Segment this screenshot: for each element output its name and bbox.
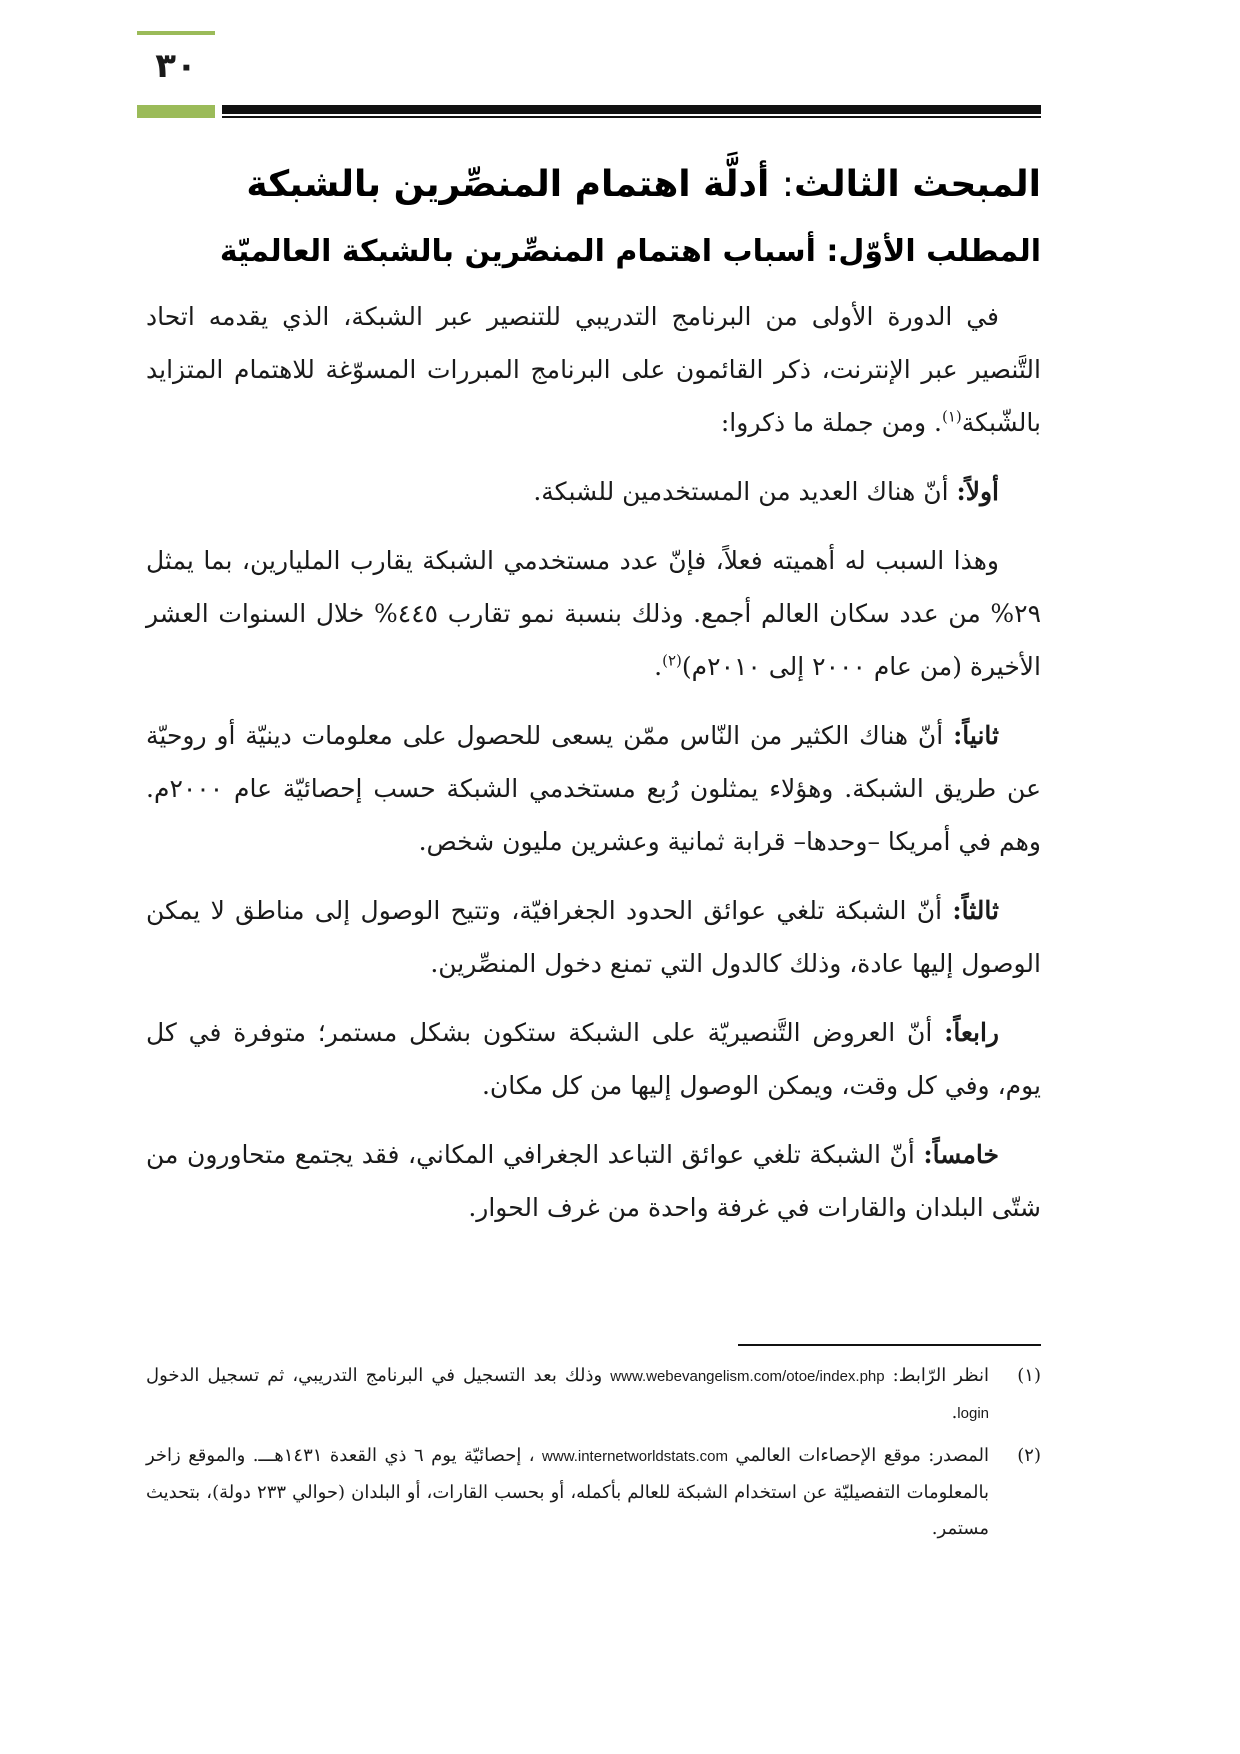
header-rule-thin	[222, 116, 1041, 118]
header-rule	[222, 105, 1041, 114]
footnote-1-number: (١)	[1017, 1365, 1041, 1386]
page-number-accent-block	[137, 105, 215, 118]
footnote-1-link[interactable]: www.webevangelism.com/otoe/index.php	[610, 1368, 885, 1385]
point-fourth	[146, 1006, 1041, 1112]
footnote-1	[146, 1358, 1041, 1432]
page-number-top-rule	[137, 31, 215, 35]
point-first	[146, 465, 1041, 518]
subsection-heading: المطلب الأوّل: أسباب اهتمام المنصِّرين بالشبكة العالميّة	[219, 234, 1041, 269]
point-third-lead: ثالثاً:	[952, 896, 999, 925]
point-second-text: أنّ هناك الكثير من النّاس ممّن يسعى للحصول على معلومات دينيّة أو روحيّة عن طريق الشبكة. وهؤلاء يمثلون رُبع مستخدمي الشبكة حسب إحصائيّة عام ٢٠٠٠م. وهم في أمريكا –وحدها– قرابة ثمانية وعشرين مليون شخص.	[146, 721, 1041, 856]
point-fifth-lead: خامساً:	[923, 1140, 999, 1169]
footnote-2-before: المصدر: موقع الإحصاءات العالمي	[727, 1445, 989, 1466]
footnote-1-login: login	[957, 1405, 989, 1422]
point-fourth-lead: رابعاً:	[944, 1018, 999, 1047]
footnote-2-text	[146, 1438, 989, 1547]
footnote-1-end: .	[951, 1402, 958, 1423]
point-second	[146, 709, 1041, 868]
point-first-detail-tail: .	[654, 652, 663, 681]
section-label: المبحث الثالث	[794, 164, 1041, 205]
point-fourth-text: أنّ العروض التَّنصيريّة على الشبكة ستكون بشكل مستمر؛ متوفرة في كل يوم، وفي كل وقت، ويمكن الوصول إليها من كل مكان.	[146, 1018, 1041, 1100]
section-heading	[146, 150, 1041, 220]
footnote-ref-2[interactable]: (٢)	[662, 651, 682, 670]
page-number: ٣٠	[155, 46, 197, 86]
intro-text: في الدورة الأولى من البرنامج التدريبي للتنصير عبر الشبكة، الذي يقدمه اتحاد التَّنصير عبر الإنترنت، ذكر القائمون على البرنامج المبررات المسوّغة للاهتمام المتزايد بالشّبكة	[146, 302, 1041, 437]
footnote-2-link[interactable]: www.internetworldstats.com	[542, 1448, 728, 1465]
point-first-text: أنّ هناك العديد من المستخدمين للشبكة.	[533, 477, 957, 506]
section-title: أدلَّة اهتمام المنصِّرين بالشبكة	[246, 164, 770, 205]
footnote-1-after: وذلك بعد التسجيل في البرنامج التدريبي، ثم تسجيل الدخول	[146, 1365, 611, 1386]
footnote-ref-1[interactable]: (١)	[941, 407, 962, 426]
footnotes	[146, 1358, 1041, 1553]
footnote-1-before: انظر الرّابط:	[884, 1365, 990, 1386]
intro-tail: . ومن جملة ما ذكروا:	[720, 408, 942, 437]
point-first-detail	[146, 534, 1041, 693]
main-content	[146, 150, 1041, 1250]
footnote-separator	[738, 1344, 1041, 1346]
point-third	[146, 884, 1041, 990]
footnote-2	[146, 1438, 1041, 1547]
footnote-2-after: ، إحصائيّة يوم ٦ ذي القعدة ١٤٣١هـــ. والموقع زاخر بالمعلومات التفصيليّة عن استخدام الشبكة للعالم بأكمله، أو بحسب القارات، أو البلدان (حوالي ٢٣٣ دولة)، بتحديث مستمر.	[146, 1445, 989, 1539]
point-first-detail-text: وهذا السبب له أهميته فعلاً، فإنّ عدد مستخدمي الشبكة يقارب المليارين، بما يمثل ٢٩% من عدد سكان العالم أجمع. وذلك بنسبة نمو تقارب ٤٤٥% خلال السنوات العشر الأخيرة (من عام ٢٠٠٠ إلى ٢٠١٠م)	[146, 546, 1042, 681]
point-second-lead: ثانياً:	[953, 721, 999, 750]
footnote-1-text	[146, 1358, 989, 1432]
point-fifth-text: أنّ الشبكة تلغي عوائق التباعد الجغرافي المكاني، فقد يجتمع متحاورون من شتّى البلدان والقارات في غرفة واحدة من غرف الحوار.	[146, 1140, 1041, 1222]
point-first-lead: أولاً:	[956, 477, 999, 506]
point-third-text: أنّ الشبكة تلغي عوائق الحدود الجغرافيّة، وتتيح الوصول إلى مناطق لا يمكن الوصول إليها عادة، وذلك كالدول التي تمنع دخول المنصِّرين.	[146, 896, 1041, 978]
heading-separator: :	[781, 164, 795, 205]
point-fifth	[146, 1128, 1041, 1234]
intro-paragraph	[146, 290, 1041, 449]
footnote-2-number: (٢)	[1017, 1445, 1041, 1466]
page-header	[0, 0, 1240, 130]
